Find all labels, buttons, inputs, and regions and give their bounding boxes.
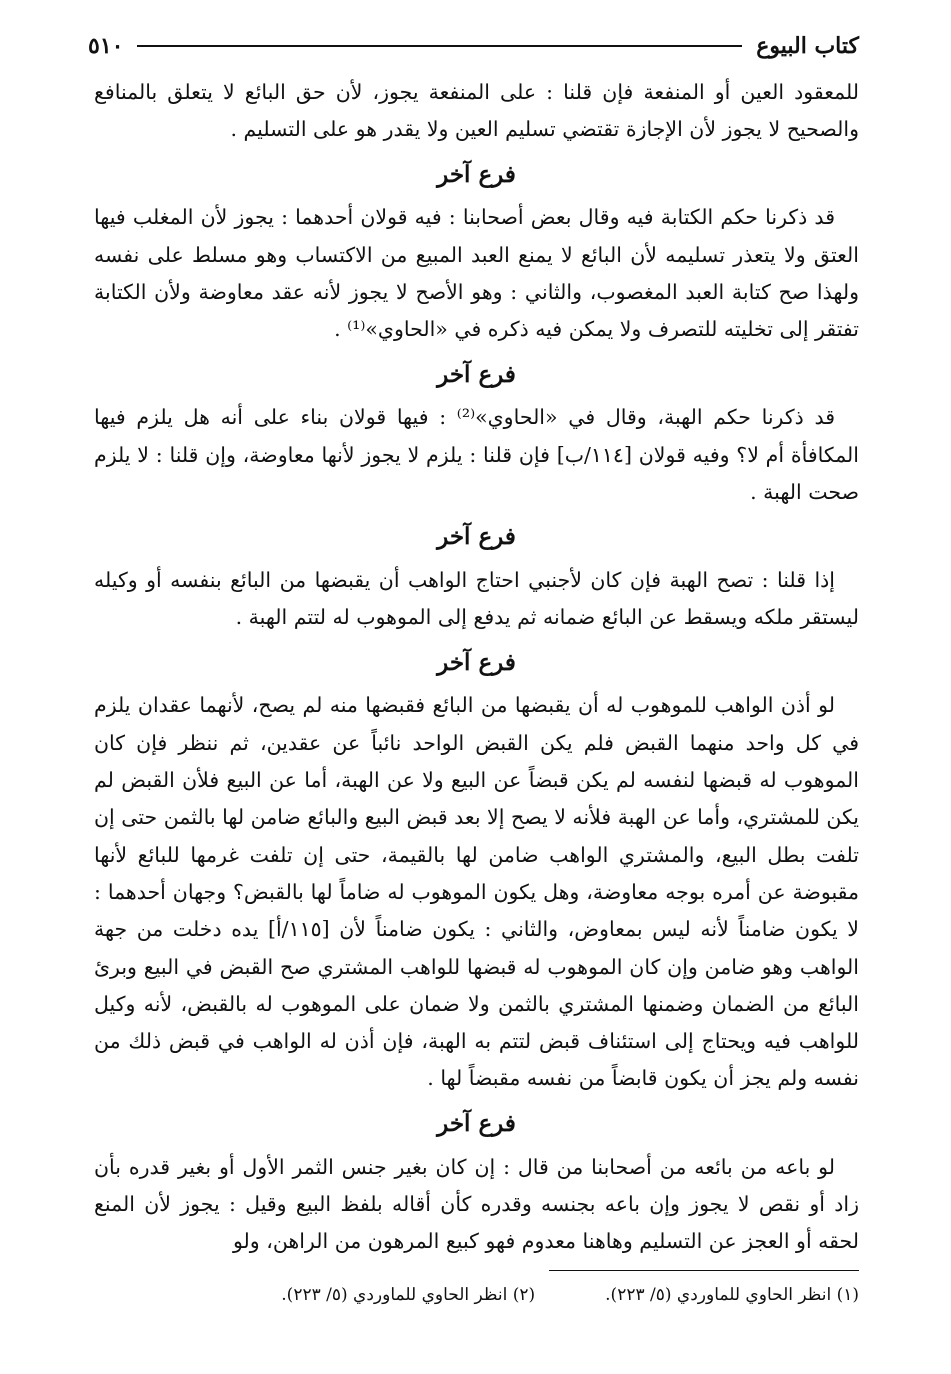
footnote-rule xyxy=(549,1270,859,1271)
paragraph: قد ذكرنا حكم الهبة، وقال في «الحاوي»⁽²⁾ : فيها قولان بناء على أنه هل يلزم فيها المكافأة أم لا؟ وفيه قولان [١١٤/ب] فإن قلنا : يلزم لا يجوز لأنها معاوضة، وإن قلنا : لا يلزم صحت الهبة . xyxy=(94,405,859,504)
header-rule xyxy=(137,45,742,47)
section-heading: فرع آخر xyxy=(437,1109,516,1137)
paragraph: لو أذن الواهب للموهوب له أن يقبضها من البائع فقبضها منه لم يصح، لأنهما عقدان يلزم في كل واحد منهما القبض فلم يكن القبض الواحد نائباً عن عقدين، ثم ننظر فإن كان الموهوب له قبضها لنفسه لم يكن قبضاً عن البيع ولا عن الهبة، أما عن البيع فلأن القبض لم يكن للمشتري، وأما عن الهبة فلأنه لا يصح إلا بعد قبض البيع والبائع ضامن لها بالثمن حتى إن تلفت بطل البيع، والمشتري الواهب ضامن لها بالقيمة، حتى إن تلفت غرمها للبائع لأنها مقبوضة عن أمره بوجه معاوضة، وهل يكون الموهوب له ضاماً لها بالقبض؟ وجهان أحدهما : لا يكون ضامناً لأنه ليس بمعاوض، والثاني : يكون ضامناً لأن [١١٥/أ] يده دخلت من جهة الواهب وهو ضامن وإن كان الموهوب له قبضها للواهب المشتري صح القبض في البيع وبرئ البائع من الضمان وضمنها المشتري بالثمن ولا ضمان على الموهوب له بالقبض، لأنه وكيل للواهب فيه ويحتاج إلى استئناف قبض لتتم به الهبة، فإن أذن له الواهب في قبض ذلك من نفسه ولم يجز أن يكون قابضاً من نفسه مقبضاً لها . xyxy=(94,693,859,1091)
footnote-2: (٢) انظر الحاوي للماوردي (٥/ ٢٢٣). xyxy=(281,1285,536,1305)
footnote-1: (١) انظر الحاوي للماوردي (٥/ ٢٢٣). xyxy=(605,1285,859,1305)
book-title: كتاب البيوع xyxy=(756,33,859,59)
paragraph: للمعقود العين أو المنفعة فإن قلنا : على المنفعة يجوز، لأن حق البائع لا يتعلق بالمنافع والصحيح لا يجوز لأن الإجازة تقتضي تسليم العين ولا يقدر هو على التسليم . xyxy=(94,80,859,142)
page-body xyxy=(94,74,859,1260)
section-heading: فرع آخر xyxy=(437,160,516,188)
paragraph: إذا قلنا : تصح الهبة فإن كان لأجنبي احتاج الواهب أن يقبضها من البائع بنفسه أو وكيله ليستقر ملكه ويسقط عن البائع ضمانه ثم يدفع إلى الموهوب له لتتم الهبة . xyxy=(94,568,859,630)
section-heading: فرع آخر xyxy=(437,648,516,676)
section-heading: فرع آخر xyxy=(437,360,516,388)
running-header xyxy=(88,28,859,64)
section-heading: فرع آخر xyxy=(437,523,516,551)
paragraph: قد ذكرنا حكم الكتابة فيه وقال بعض أصحابنا : فيه قولان أحدهما : يجوز لأن المغلب فيها العتق ولا يتعذر تسليمه لأن البائع لا يمنع العبد المبيع من الاكتساب وهو مسلط على نفسه ولهذا صح كتابة العبد المغصوب، والثاني : وهو الأصح لا يجوز لأنه عقد معاوضة ولأن الكتابة تفتقر إلى تخليته للتصرف ولا يمكن فيه ذكره في «الحاوي»⁽¹⁾ . xyxy=(94,205,859,342)
page-number: ٥١٠ xyxy=(88,33,124,59)
footnotes xyxy=(94,1285,859,1305)
paragraph: لو باعه من بائعه من أصحابنا من قال : إن كان بغير جنس الثمر الأول أو بغير قدره بأن زاد أو نقص لا يجوز وإن باعه بجنسه وقدره كأن أقاله بلفظ البيع وقيل : يجوز لأن المنع لحقه أو العجز عن التسليم وهاهنا معدوم فهو كبيع المرهون من الراهن، ولو xyxy=(94,1154,859,1254)
